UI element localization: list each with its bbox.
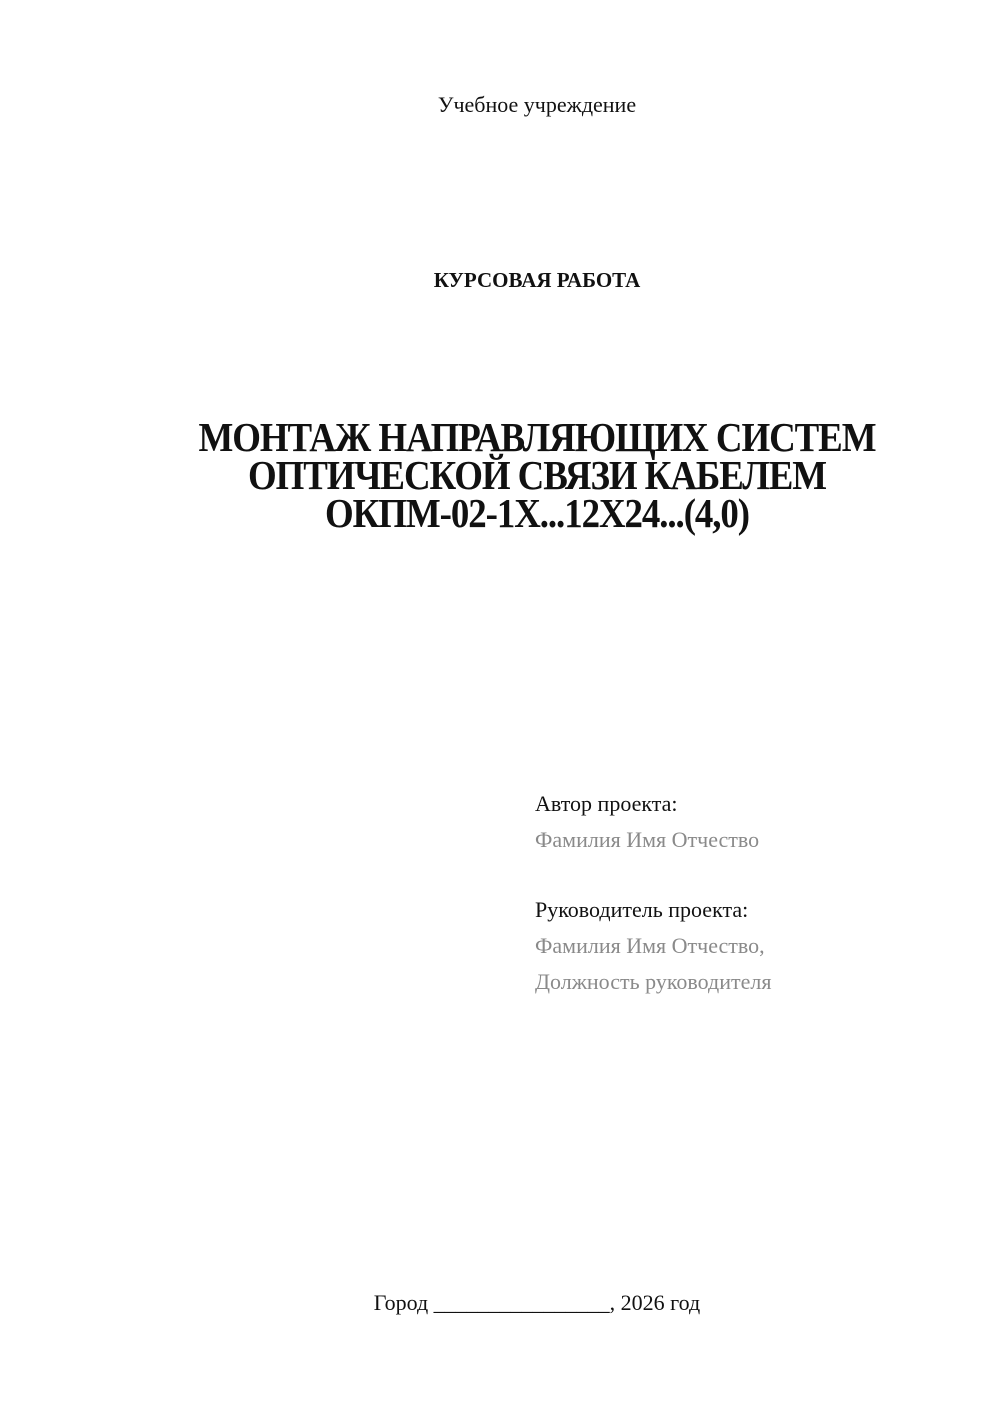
author-name: Фамилия Имя Отчество xyxy=(535,827,760,852)
supervisor-label: Руководитель проекта: xyxy=(535,897,749,922)
supervisor-block xyxy=(535,892,771,1000)
author-block xyxy=(535,786,759,858)
author-label: Автор проекта: xyxy=(535,791,678,816)
institution: Учебное учреждение xyxy=(437,92,637,117)
title-line: ОКПМ-02-1Х...12Х24...(4,0) xyxy=(325,490,749,536)
city-year: Город ________________, 2026 год xyxy=(373,1290,701,1315)
title-line: ОПТИЧЕСКОЙ СВЯЗИ КАБЕЛЕМ xyxy=(248,452,826,498)
work-type: КУРСОВАЯ РАБОТА xyxy=(433,268,641,292)
title-line: МОНТАЖ НАПРАВЛЯЮЩИХ СИСТЕМ xyxy=(198,414,876,460)
document-title xyxy=(74,414,1000,536)
supervisor-name: Фамилия Имя Отчество, xyxy=(535,933,765,958)
supervisor-position: Должность руководителя xyxy=(535,969,772,994)
